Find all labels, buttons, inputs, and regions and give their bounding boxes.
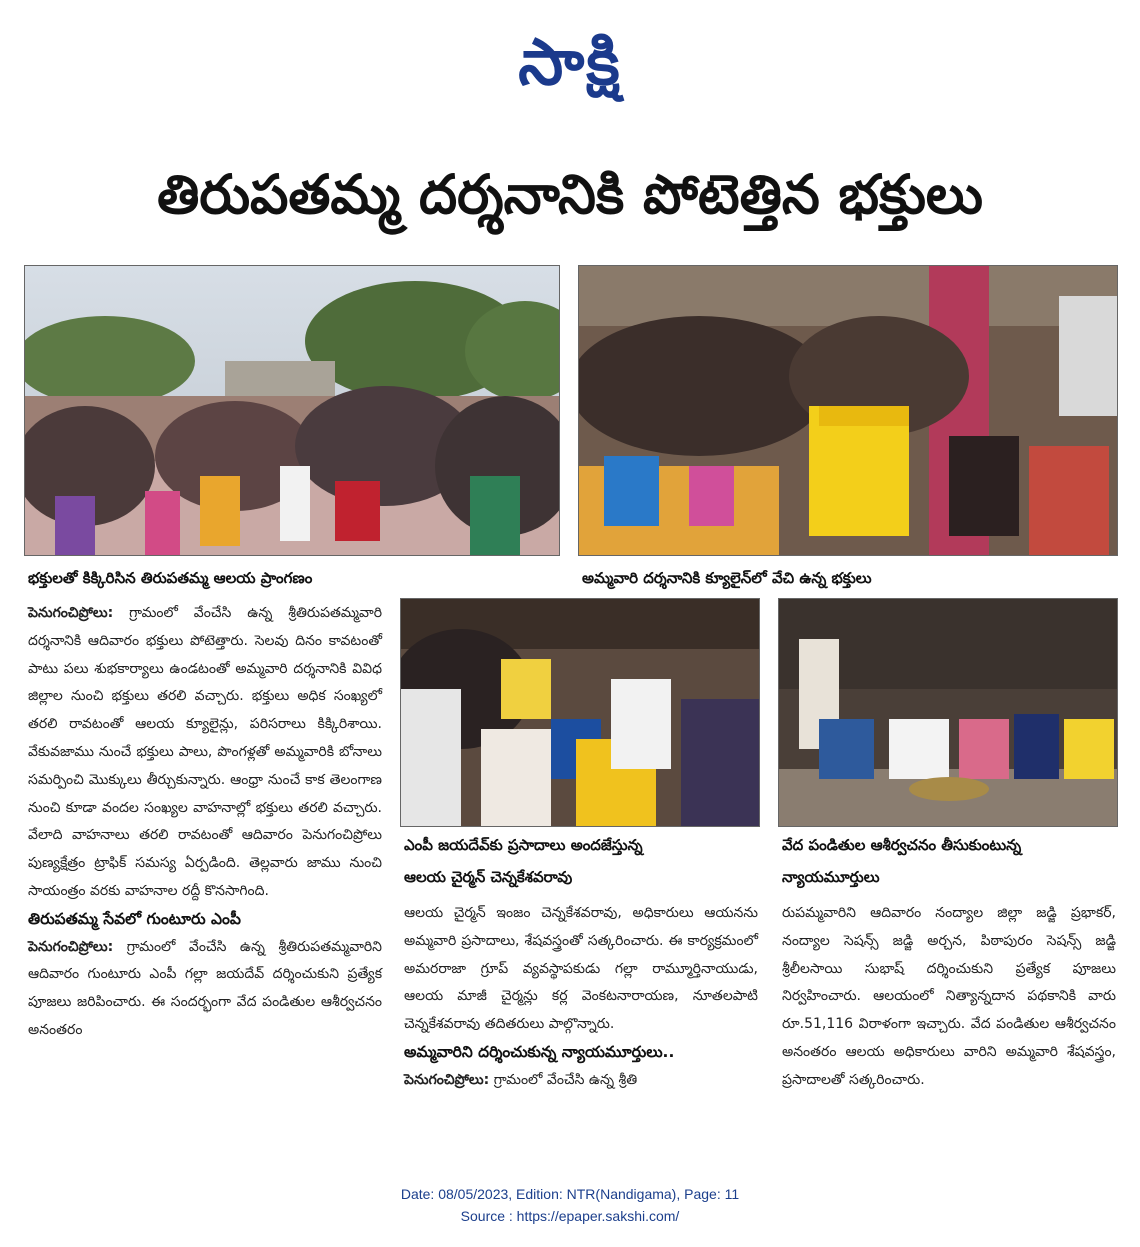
paragraph-text: గ్రామంలో వేంచేసి ఉన్న శ్రీతిరుపతమ్మవారి దర్శనానికి ఆదివారం భక్తులు పోటెత్తారు. సెలవు దినం కావటంతో పాటు పలు శుభకార్యాలు ఉండటంతో అమ్మవారి దర్శనానికి వివిధ జిల్లాల నుంచి భక్తులు తరలి వచ్చారు. భక్తులు అధిక సంఖ్యలో తరలి రావటంతో ఆలయ క్యూలైన్లు, పరిసరాలు కిక్కిరిశాయి. వేకువజాము నుంచే భక్తులు పాలు, పొంగళ్లతో అమ్మవారికి బోనాలు సమర్పించి మొక్కులు తీర్చుకున్నారు. ఆంధ్రా నుంచే కాక తెలంగాణ నుంచి కూడా వందల సంఖ్యల వాహనాల్లో భక్తులు తరలి వచ్చారు. వేలాది వాహనాలు తరలి రావటంతో ఆదివారం పెనుగంచిప్రోలు పుణ్యక్షేత్రం ట్రాఫిక్ సమస్య ఏర్పడింది. తెల్లవారు జాము నుంచి సాయంత్రం వరకు వాహనాల రద్దీ కొనసాగింది. [28, 605, 382, 899]
paragraph-text: గ్రామంలో వేంచేసి ఉన్న శ్రీతిరుపతమ్మవారిని ఆదివారం గుంటూరు ఎంపీ గల్లా జయదేవ్ దర్శించుకుని ప్రత్యేక పూజలు జరిపించారు. ఈ సందర్భంగా వేద పండితుల ఆశీర్వచనం అనంతరం [28, 938, 383, 1038]
photo4-caption-line1: వేద పండితుల ఆశీర్వచనం తీసుకుంటున్న [782, 836, 1022, 854]
dateline: పెనుగంచిప్రోలు: [28, 605, 114, 621]
article-paragraph: రుపమ్మవారిని ఆదివారం నంద్యాల జిల్లా జడ్జి ప్రభాకర్, నంద్యాల సెషన్స్ జడ్జి అర్చన, పిఠాపురం సెషన్స్ జడ్జి శ్రీలీలసాయి సుభాష్ దర్శించుకుని ప్రత్యేక పూజలు నిర్వహించారు. ఆలయంలో నిత్యాన్నదాన పథకానికి వారు రూ.51,116 విరాళంగా ఇచ్చారు. వేద పండితుల ఆశీర్వచనం అనంతరం ఆలయ అధికారులు వారిని అమ్మవారి శేషవస్త్రం, ప్రసాదాలతో సత్కరించారు. [782, 905, 1116, 1088]
photo-queue-line [578, 265, 1118, 556]
edition-info: Date: 08/05/2023, Edition: NTR(Nandigama), Page: 11 [400, 1186, 740, 1202]
source-link[interactable]: Source : https://epaper.sakshi.com/ [460, 1208, 680, 1224]
subheading: తిరుపతమ్మ సేవలో గుంటూరు ఎంపీ [28, 909, 241, 928]
article-paragraph: ఆలయ చైర్మన్ ఇంజం చెన్నకేశవరావు, అధికారులు ఆయనను అమ్మవారి ప్రసాదాలు, శేషవస్త్రంతో సత్కరించారు. ఈ కార్యక్రమంలో అమరరాజా గ్రూప్ వ్యవస్థాపకుడు గల్లా రామ్మూర్తినాయుడు, ఆలయ మాజీ చైర్మన్లు కర్ల వెంకటనారాయణ, నూతలపాటి చెన్నకేశవరావు తదితరులు పాల్గొన్నారు. [404, 905, 758, 1033]
dateline: పెనుగంచిప్రోలు: [28, 938, 114, 955]
photo1-caption: భక్తులతో కిక్కిరిసిన తిరుపతమ్మ ఆలయ ప్రాంగణం [28, 569, 313, 587]
paragraph-text: గ్రామంలో వేంచేసి ఉన్న శ్రీతి [493, 1071, 638, 1088]
photo-temple-courtyard [24, 265, 560, 556]
article-column-1 [28, 600, 382, 1045]
article-column-3 [782, 900, 1116, 1095]
photo3-caption-line2: ఆలయ చైర్మన్ చెన్నకేశవరావు [404, 868, 573, 886]
article-paragraph [28, 600, 382, 906]
article-paragraph [404, 1067, 758, 1095]
sakshi-logo: సాక్షి [518, 26, 622, 100]
headline: తిరుపతమ్మ దర్శనానికి పోటెత్తిన భక్తులు [157, 163, 983, 226]
subheading: అమ్మవారిని దర్శించుకున్న న్యాయమూర్తులు.. [404, 1042, 675, 1061]
photo4-caption-line2: న్యాయమూర్తులు [782, 868, 880, 886]
dateline: పెనుగంచిప్రోలు: [404, 1071, 490, 1088]
photo2-caption: అమ్మవారి దర్శనానికి క్యూలైన్‌లో వేచి ఉన్న భక్తులు [582, 569, 872, 587]
photo3-caption-line1: ఎంపీ జయదేవ్‌కు ప్రసాదాలు అందజేస్తున్న [404, 836, 643, 854]
photo-mp-prasadam [400, 598, 760, 827]
article-column-2 [404, 900, 758, 1095]
article-paragraph [28, 934, 382, 1045]
photo-judges-blessings [778, 598, 1118, 827]
